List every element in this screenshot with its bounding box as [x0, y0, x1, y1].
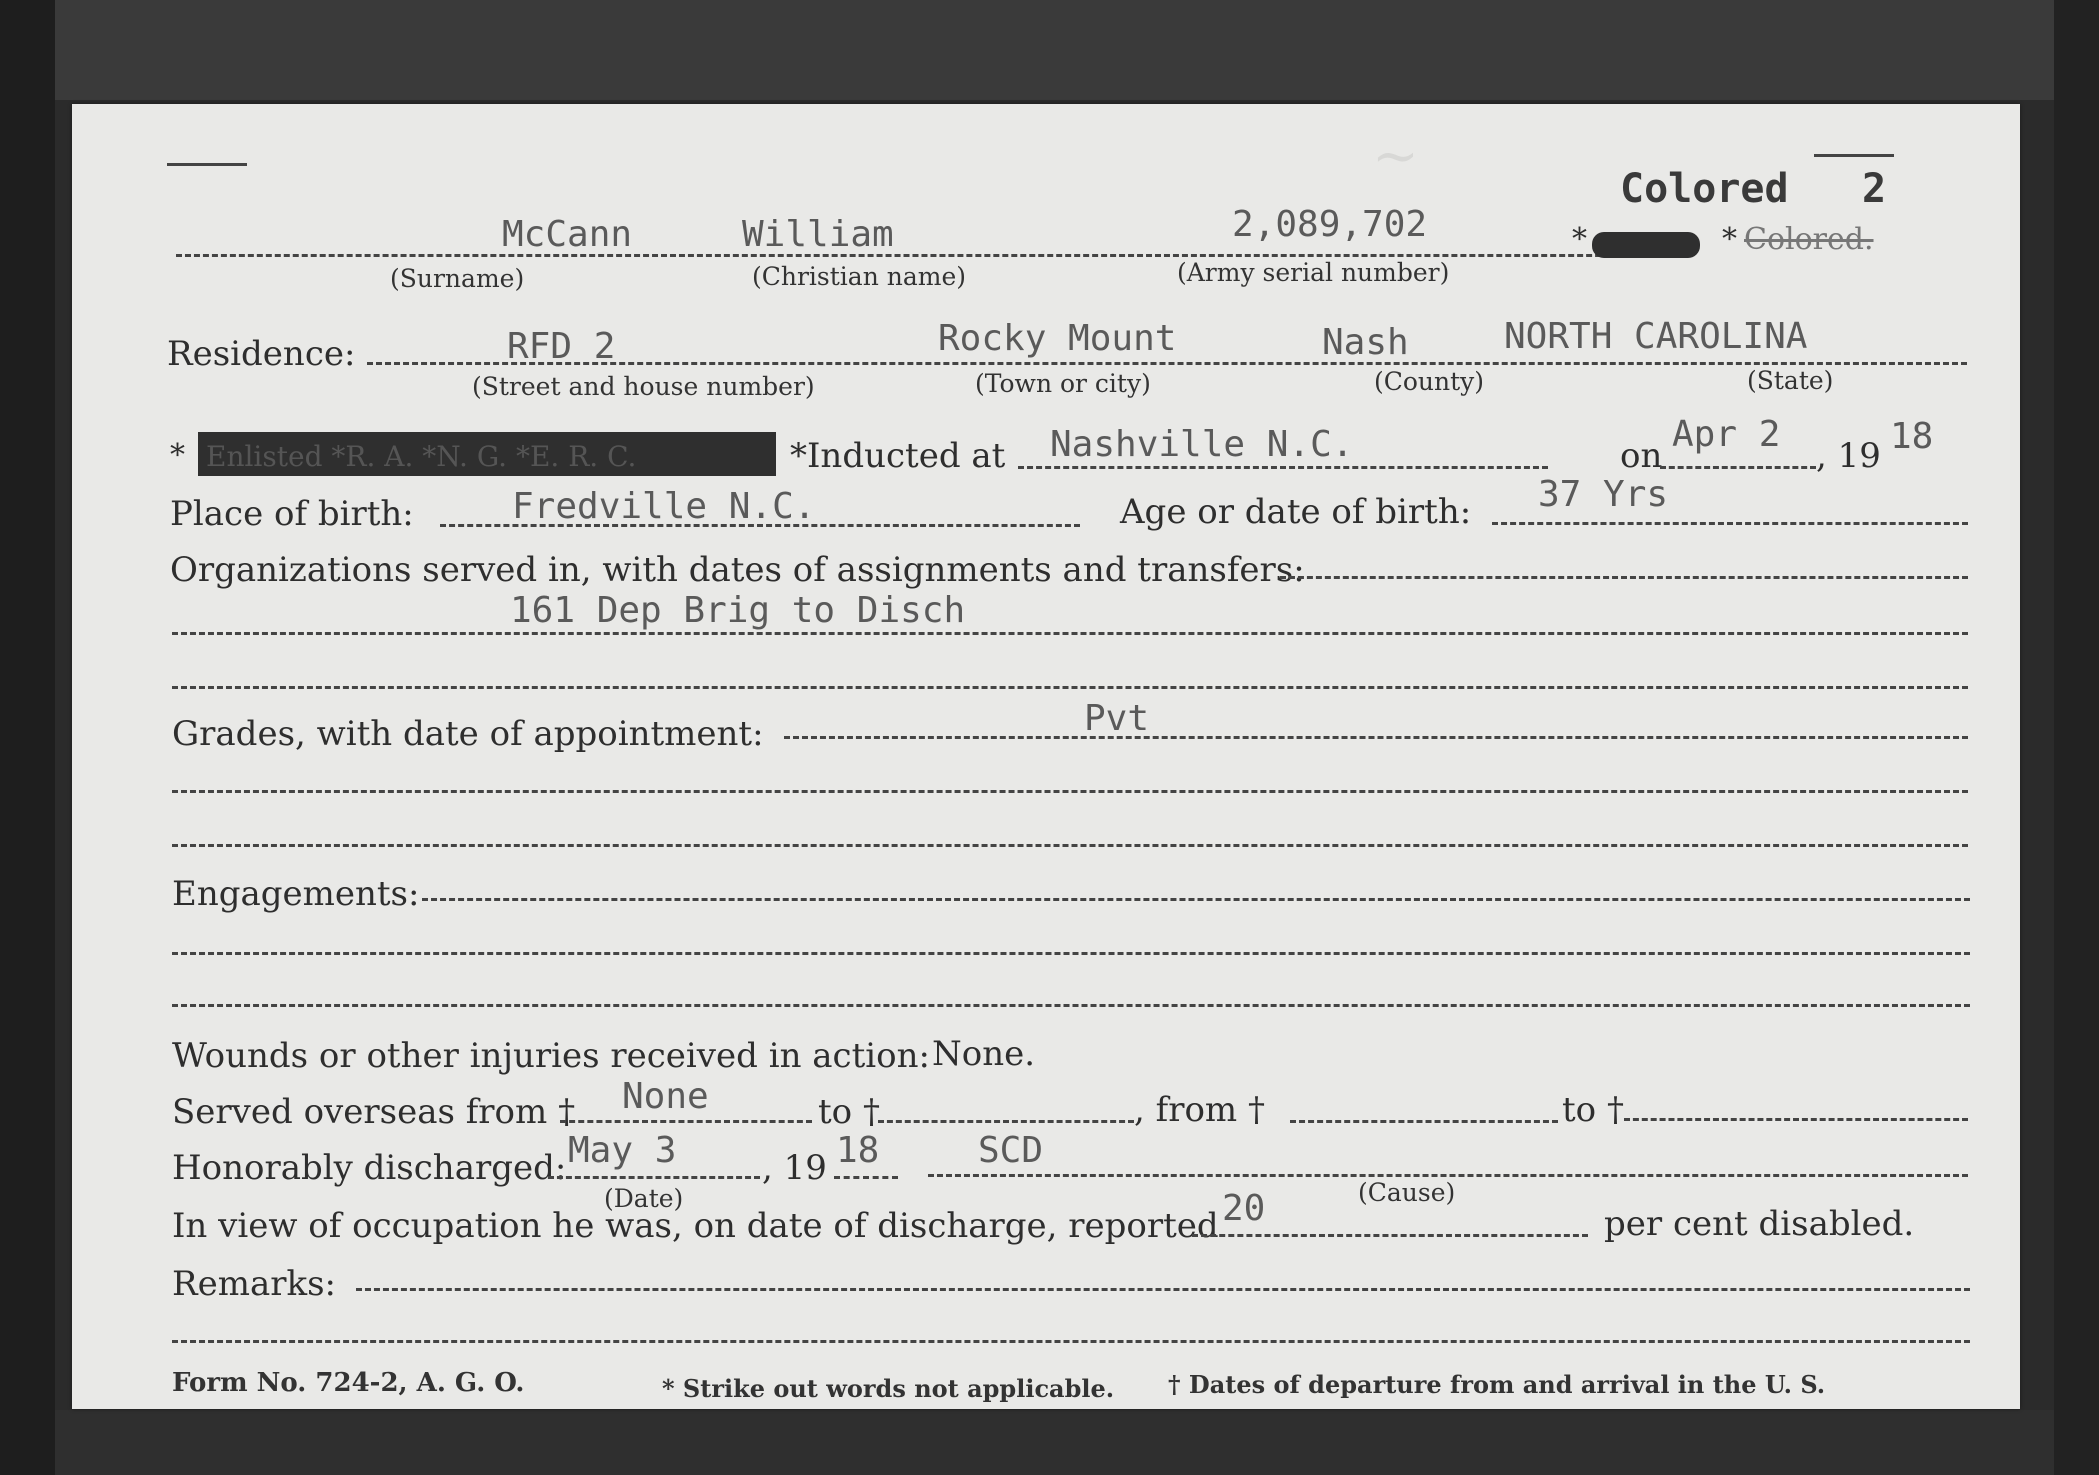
race-option-colored: Colored.	[1744, 222, 1874, 257]
organizations-line-3	[172, 686, 1968, 689]
discharge-date-line	[548, 1176, 760, 1179]
induction-year-prefix: , 19	[1816, 436, 1881, 476]
overseas-from-value: None	[622, 1076, 709, 1117]
overseas-to-line-2	[1624, 1118, 1968, 1121]
enlisted-redaction	[198, 432, 776, 476]
organizations-entry: 161 Dep Brig to Disch	[510, 590, 966, 631]
card-number: 2	[1862, 166, 1887, 212]
organizations-line-1	[1280, 576, 1968, 579]
discharge-cause-line	[928, 1174, 1968, 1177]
serial-value: 2,089,702	[1232, 204, 1428, 245]
discharge-year-value: 18	[836, 1130, 880, 1171]
age-line	[1492, 522, 1968, 525]
discharged-label: Honorably discharged:	[172, 1148, 567, 1188]
overseas-from-label: Served overseas from †	[172, 1092, 576, 1132]
name-line	[176, 254, 1646, 257]
town-value: Rocky Mount	[938, 318, 1177, 359]
grades-label: Grades, with date of appointment:	[172, 714, 764, 754]
disability-percent-value: 20	[1222, 1188, 1266, 1229]
grades-line-1	[784, 736, 1968, 739]
overseas-to-label-2: to †	[1562, 1090, 1624, 1130]
state-value: NORTH CAROLINA	[1504, 316, 1808, 357]
surname-value: McCann	[502, 214, 633, 255]
scan-background-right	[2054, 0, 2099, 1475]
engagements-line-2	[172, 952, 1970, 955]
top-right-rule	[1814, 154, 1894, 157]
overseas-from-label-2: , from †	[1134, 1090, 1265, 1130]
organizations-label: Organizations served in, with dates of assignments and transfers:	[170, 550, 1305, 590]
engagements-line-1	[422, 898, 1970, 901]
wounds-label: Wounds or other injuries received in action:	[172, 1036, 930, 1076]
grades-entry: Pvt	[1084, 698, 1150, 739]
footnote-strike: * Strike out words not applicable.	[662, 1374, 1115, 1403]
scan-background-top	[0, 0, 2099, 100]
struck-enlistment-options: Enlisted *R. A. *N. G. *E. R. C.	[206, 440, 637, 473]
place-of-birth-label: Place of birth:	[170, 494, 414, 534]
induction-year-value: 18	[1890, 416, 1934, 457]
county-value: Nash	[1322, 322, 1409, 363]
age-label: Age or date of birth:	[1120, 492, 1472, 532]
disability-label: In view of occupation he was, on date of discharge, reported	[172, 1206, 1219, 1246]
grades-line-3	[172, 844, 1968, 847]
residence-label: Residence:	[167, 334, 356, 374]
age-value: 37 Yrs	[1538, 474, 1669, 515]
race-asterisk-2: *	[1722, 222, 1737, 257]
top-left-rule	[167, 163, 247, 166]
discharge-date-label: (Date)	[604, 1184, 684, 1213]
race-typed: Colored	[1620, 166, 1789, 212]
inducted-at-label: *Inducted at	[790, 436, 1006, 476]
scan-background-bottom	[0, 1410, 2099, 1475]
faint-pencil-mark: ~	[1372, 124, 1419, 189]
town-label: (Town or city)	[975, 369, 1151, 398]
remarks-line-2	[172, 1340, 1970, 1343]
organizations-line-2	[172, 632, 1968, 635]
on-label: on	[1620, 436, 1663, 476]
street-value: RFD 2	[507, 326, 616, 367]
engagements-line-3	[172, 1004, 1970, 1007]
footnote-dates: † Dates of departure from and arrival in the U. S.	[1168, 1370, 1826, 1399]
disability-suffix: per cent disabled.	[1604, 1204, 1915, 1244]
overseas-to-line-1	[878, 1120, 1134, 1123]
remarks-line-1	[356, 1288, 1970, 1291]
christian-name-label: (Christian name)	[752, 262, 967, 291]
discharge-date-value: May 3	[568, 1130, 677, 1171]
discharge-year-line	[834, 1176, 898, 1179]
induction-date-line	[1660, 466, 1816, 469]
overseas-from-line	[560, 1120, 812, 1123]
induction-place-value: Nashville N.C.	[1050, 424, 1354, 465]
inducted-at-line	[1018, 466, 1548, 469]
county-label: (County)	[1374, 367, 1485, 396]
discharge-year-prefix: , 19	[762, 1148, 827, 1188]
wounds-value: None.	[932, 1034, 1036, 1074]
service-record-card	[72, 104, 2020, 1409]
form-number: Form No. 724-2, A. G. O.	[172, 1368, 525, 1398]
induction-asterisk: *	[170, 438, 185, 473]
grades-line-2	[172, 790, 1968, 793]
remarks-label: Remarks:	[172, 1264, 336, 1304]
race-asterisk-1: *	[1572, 222, 1587, 257]
street-label: (Street and house number)	[472, 372, 815, 401]
disability-line	[1192, 1234, 1588, 1237]
discharge-cause-label: (Cause)	[1358, 1178, 1456, 1207]
serial-label: (Army serial number)	[1177, 258, 1450, 287]
place-of-birth-value: Fredville N.C.	[512, 486, 816, 527]
scan-background-left	[0, 0, 55, 1475]
overseas-to-label-1: to †	[818, 1092, 880, 1132]
overseas-from-line-2	[1290, 1120, 1558, 1123]
christian-name-value: William	[742, 214, 894, 255]
induction-date-value: Apr 2	[1672, 414, 1781, 455]
discharge-cause-value: SCD	[978, 1130, 1044, 1171]
engagements-label: Engagements:	[172, 874, 420, 914]
surname-label: (Surname)	[390, 264, 525, 293]
state-label: (State)	[1747, 366, 1834, 395]
